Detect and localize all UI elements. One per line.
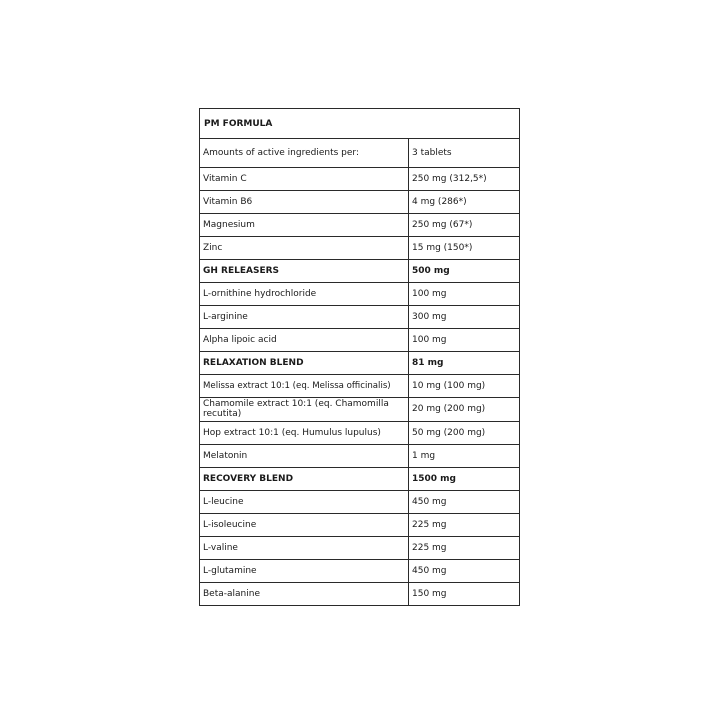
- table-row: [200, 583, 519, 606]
- ingredient-name: L-glutamine: [200, 560, 409, 583]
- ingredient-name: Melissa extract 10:1 (eq. Melissa officinalis): [200, 375, 409, 398]
- ingredient-name: L-leucine: [200, 491, 409, 514]
- ingredient-amount: 15 mg (150*): [409, 237, 520, 260]
- ingredient-amount: 225 mg: [409, 514, 520, 537]
- ingredient-name: Melatonin: [200, 445, 409, 468]
- table-row: [200, 306, 519, 329]
- table-row: [200, 260, 519, 283]
- table-row: [200, 514, 519, 537]
- table-row: [200, 329, 519, 352]
- ingredient-amount: 250 mg (312,5*): [409, 168, 520, 191]
- ingredient-amount: 250 mg (67*): [409, 214, 520, 237]
- table-row: [200, 560, 519, 583]
- ingredient-name: Alpha lipoic acid: [200, 329, 409, 352]
- section-amount: 500 mg: [409, 260, 520, 283]
- ingredient-amount: 1 mg: [409, 445, 520, 468]
- ingredient-amount: 450 mg: [409, 491, 520, 514]
- table-row: [200, 283, 519, 306]
- supplement-facts-table: [199, 108, 520, 606]
- table-row: [200, 237, 519, 260]
- section-amount: 81 mg: [409, 352, 520, 375]
- ingredient-name: Zinc: [200, 237, 409, 260]
- ingredient-amount: 450 mg: [409, 560, 520, 583]
- table-row: [200, 398, 519, 422]
- table-row: [200, 445, 519, 468]
- table-row: [200, 214, 519, 237]
- table-row: [200, 375, 519, 398]
- table-row: [200, 491, 519, 514]
- ingredient-amount: 10 mg (100 mg): [409, 375, 520, 398]
- section-amount: 1500 mg: [409, 468, 520, 491]
- section-name: GH RELEASERS: [200, 260, 409, 283]
- ingredient-name: L-valine: [200, 537, 409, 560]
- section-name: RELAXATION BLEND: [200, 352, 409, 375]
- table-title: PM FORMULA: [200, 109, 519, 139]
- ingredient-amount: 150 mg: [412, 588, 447, 599]
- ingredient-name: Chamomile extract 10:1 (eq. Chamomilla recutita): [200, 398, 409, 422]
- header-label: Amounts of active ingredients per:: [200, 139, 409, 168]
- ingredient-name: Vitamin C: [200, 168, 409, 191]
- ingredient-name: Beta-alanine: [200, 583, 409, 606]
- ingredient-name: L-arginine: [200, 306, 409, 329]
- ingredient-name: L-ornithine hydrochloride: [200, 283, 409, 306]
- ingredient-name: Magnesium: [200, 214, 409, 237]
- ingredient-amount: 4 mg (286*): [409, 191, 520, 214]
- ingredient-name: L-isoleucine: [200, 514, 409, 537]
- ingredient-amount: 100 mg: [409, 329, 520, 352]
- section-name: RECOVERY BLEND: [200, 468, 409, 491]
- ingredient-amount: 100 mg: [409, 283, 520, 306]
- table-row: [200, 537, 519, 560]
- ingredient-amount: 50 mg (200 mg): [409, 422, 520, 445]
- header-value: 3 tablets: [409, 139, 520, 168]
- table-row: [200, 191, 519, 214]
- ingredient-amount: 300 mg: [409, 306, 520, 329]
- ingredient-name: Hop extract 10:1 (eq. Humulus lupulus): [200, 422, 409, 445]
- ingredients-table: [200, 139, 519, 605]
- header-row: [200, 139, 519, 168]
- ingredient-amount: 20 mg (200 mg): [409, 398, 520, 422]
- ingredient-name: Vitamin B6: [200, 191, 409, 214]
- table-row: [200, 352, 519, 375]
- ingredient-amount: 225 mg: [409, 537, 520, 560]
- table-row: [200, 468, 519, 491]
- table-row: [200, 168, 519, 191]
- table-row: [200, 422, 519, 445]
